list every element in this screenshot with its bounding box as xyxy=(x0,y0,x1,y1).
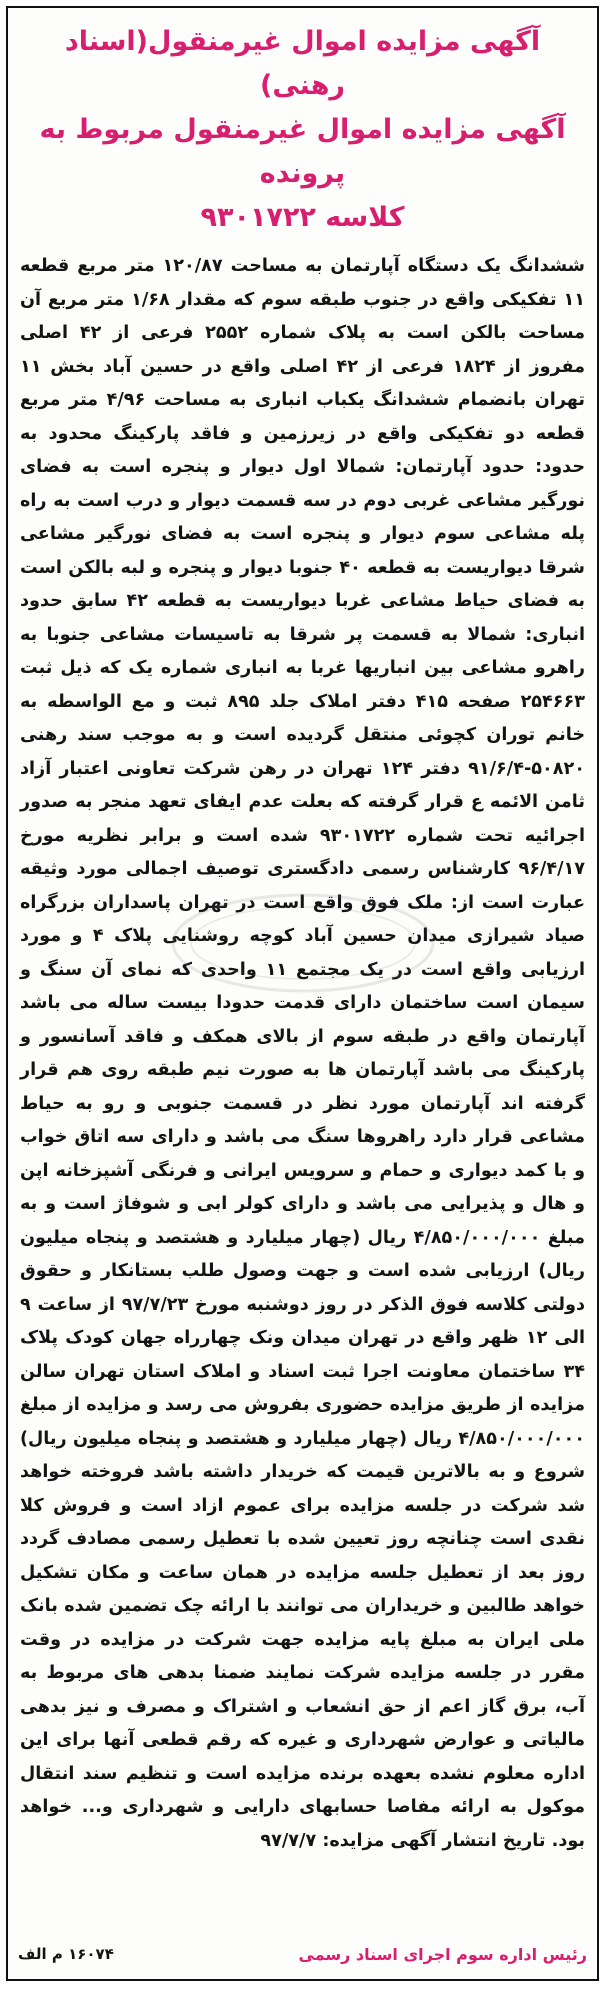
notice-footer xyxy=(18,1937,587,1971)
notice-header xyxy=(8,8,597,246)
title-line-2: آگهی مزایده اموال غیرمنقول مربوط به پرونده xyxy=(39,114,566,189)
notice-sheet xyxy=(6,6,599,1981)
signature-line: رئیس اداره سوم اجرای اسناد رسمی xyxy=(298,1944,587,1964)
title-line-3: کلاسه ۹۳۰۱۷۲۲ xyxy=(200,202,405,233)
title-line-1: آگهی مزایده اموال غیرمنقول(اسناد رهنی) xyxy=(64,26,541,101)
notice-body: ششدانگ یک دستگاه آپارتمان به مساحت ۱۲۰/۸۷ متر مربع قطعه ۱۱ تفکیکی واقع در جنوب طبقه سوم که مقدار ۱/۶۸ متر مربع آن مساحت بالکن است به پلاک شماره ۲۵۵۲ فرعی از ۴۲ اصلی مفروز از ۱۸۲۴ فرعی از ۴۲ اصلی واقع در حسین آباد بخش ۱۱ تهران بانضمام ششدانگ یکباب انباری به مساحت ۴/۹۶ متر مربع قطعه دو تفکیکی واقع در زیرزمین و فاقد پارکینگ محدود به حدود: حدود آپارتمان: شمالا اول دیوار و پنجره است به فضای نورگیر مشاعی غربی دوم در سه قسمت دیوار و درب است به راه پله مشاعی سوم دیوار و پنجره است به فضای نورگیر مشاعی شرقا دیواریست به قطعه ۴۰ جنوبا دیوار و پنجره و لبه بالکن است به فضای حیاط مشاعی غربا دیواریست به قطعه ۴۲ سابق حدود انباری: شمالا به قسمت پر شرقا به تاسیسات مشاعی جنوبا به راهرو مشاعی بین انباریها غربا به انباری شماره یک که ذیل ثبت ۲۵۴۶۶۳ صفحه ۴۱۵ دفتر املاک جلد ۸۹۵ ثبت و مع الواسطه به خانم توران کچوئی منتقل گردیده است و به موجب سند رهنی ۵۰۸۲۰-۹۱/۶/۴ دفتر ۱۲۴ تهران در رهن شرکت تعاونی اعتبار آزاد ثامن الائمه ع قرار گرفته که بعلت عدم ایفای تعهد منجر به صدور اجرائیه تحت شماره ۹۳۰۱۷۲۲ شده است و برابر نظریه مورخ ۹۶/۴/۱۷ کارشناس رسمی دادگستری توصیف اجمالی مورد وثیقه عبارت است از: ملک فوق واقع است در تهران پاسداران بزرگراه صیاد شیرازی میدان حسین آباد کوچه روشنایی پلاک ۴ و مورد ارزیابی واقع است در یک مجتمع ۱۱ واحدی که نمای آن سنگ و سیمان است ساختمان دارای قدمت حدودا بیست ساله می باشد آپارتمان واقع در طبقه سوم از بالای همکف و فاقد آسانسور و پارکینگ می باشد آپارتمان ها به صورت نیم طبقه روی هم قرار گرفته اند آپارتمان مورد نظر در قسمت جنوبی و رو به حیاط مشاعی قرار دارد راهروها سنگ می باشد و دارای سه اتاق خواب و با کمد دیواری و حمام و سرویس ایرانی و فرنگی آشپزخانه اپن و هال و پذیرایی می باشد و دارای کولر ابی و شوفاژ است و به مبلغ ۴/۸۵۰/۰۰۰/۰۰۰ ریال (چهار میلیارد و هشتصد و پنجاه میلیون ریال) ارزیابی شده است و جهت وصول طلب بستانکار و حقوق دولتی کلاسه فوق الذکر در روز دوشنبه مورخ ۹۷/۷/۲۳ از ساعت ۹ الی ۱۲ ظهر واقع در تهران میدان ونک چهارراه جهان کودک پلاک ۳۴ ساختمان معاونت اجرا ثبت اسناد و املاک استان تهران سالن مزایده از طریق مزایده حضوری بفروش می رسد و مزایده از مبلغ ۴/۸۵۰/۰۰۰/۰۰۰ ریال (چهار میلیارد و هشتصد و پنجاه میلیون ریال) شروع و به بالاترین قیمت که خریدار داشته باشد فروخته خواهد شد شرکت در جلسه مزایده برای عموم ازاد است و فروش کلا نقدی است چنانچه روز تعیین شده با تعطیل رسمی مصادف گردد روز بعد از تعطیل جلسه مزایده در همان ساعت و مکان تشکیل خواهد طالبین و خریداران می توانند با ارائه چک تضمین شده بانک ملی ایران به مبلغ پایه مزایده جهت شرکت در مزایده در وقت مقرر در جلسه مزایده شرکت نمایند ضمنا بدهی های مربوط به آب، برق گاز اعم از حق انشعاب و اشتراک و مصرف و نیز بدهی مالیاتی و عوارض شهرداری و غیره که رقم قطعی آنها برای این اداره معلوم نشده بعهده برنده مزایده است و تنظیم سند انتقال موکول به ارائه مفاصا حسابهای دارایی و شهرداری و... خواهد بود. تاریخ انتشار آگهی مزایده: ۹۷/۷/۷ xyxy=(20,256,586,1851)
reference-code: ۱۶۰۷۴ م الف xyxy=(18,1945,114,1963)
